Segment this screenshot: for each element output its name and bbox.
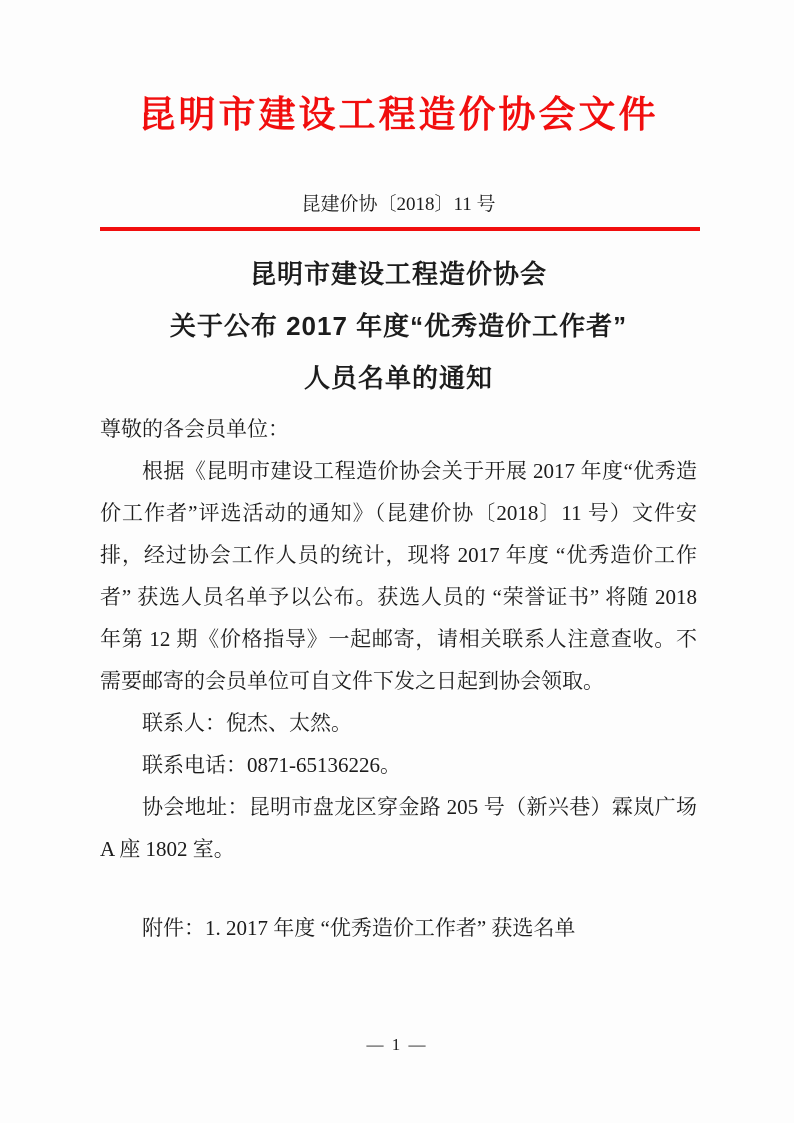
header-divider-line [100,227,700,231]
contact-phone-line: 联系电话：0871-65136226。 [142,753,401,777]
doc-number: 昆建价协〔2018〕11 号 [301,194,496,215]
attachment-line: 附件：1. 2017 年度 “优秀造价工作者” 获选名单 [142,916,576,940]
notice-title-line2: 关于公布 2017 年度“优秀造价工作者” [169,311,628,341]
body-paragraph: 根据《昆明市建设工程造价协会关于开展 2017 年度“优秀造价工作者”评选活动的通知》（昆建价协〔2018〕11 号）文件安排，经过协会工作人员的统计，现将 2017 年度 “优秀造价工作者” 获选人员名单予以公布。获选人员的 “荣誉证书” 将随 2018 年第 12 期《价格指导》一起邮寄，请相关联系人注意查收。不需要邮寄的会员单位可自文件下发之日起到协会领取。 [100,459,697,693]
contact-person-line: 联系人：倪杰、太然。 [142,711,352,735]
page-number: — 1 — [366,1035,428,1054]
notice-title [100,248,697,404]
notice-title-line1: 昆明市建设工程造价协会 [249,259,547,289]
notice-body [100,408,697,949]
address-line: 协会地址：昆明市盘龙区穿金路 205 号（新兴巷）霖岚广场 A 座 1802 室。 [100,795,697,861]
notice-title-line3: 人员名单的通知 [303,363,493,393]
org-header-title: 昆明市建设工程造价协会文件 [138,94,659,135]
salutation: 尊敬的各会员单位： [100,417,289,441]
